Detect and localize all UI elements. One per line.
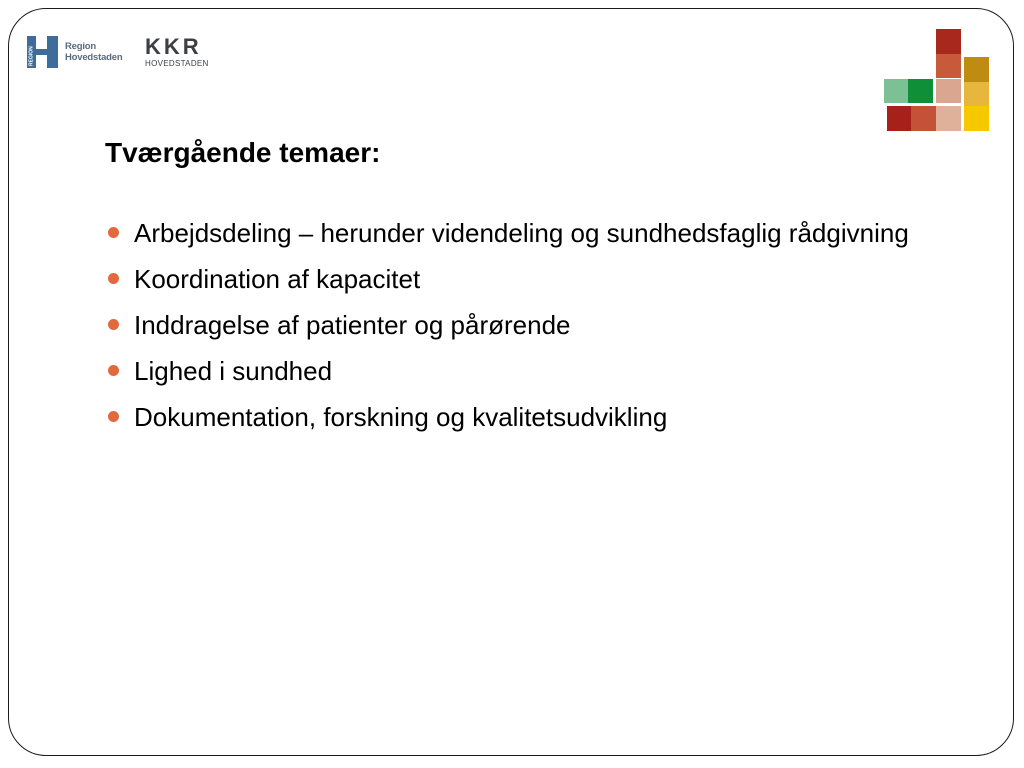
bullet-text: Koordination af kapacitet [134, 264, 421, 294]
region-mark-vertical-text: REGION [28, 46, 35, 66]
bullet-item [108, 306, 928, 344]
region-logo-text [65, 41, 122, 63]
bullet-list [108, 214, 928, 444]
bullet-dot-icon [108, 319, 119, 330]
bullet-text: Lighed i sundhed [134, 356, 333, 386]
bullet-dot-icon [108, 227, 119, 238]
kkr-hovedstaden-logo [145, 36, 209, 69]
region-h-logo-icon [27, 36, 58, 68]
bullet-item [108, 352, 928, 390]
region-logo-line2: Hovedstaden [65, 52, 123, 63]
bullet-item [108, 398, 928, 436]
bullet-dot-icon [108, 411, 119, 422]
bullet-text: Dokumentation, forskning og kvalitetsudvikling [134, 402, 668, 432]
bullet-dot-icon [108, 273, 119, 284]
bullet-dot-icon [108, 365, 119, 376]
bullet-item [108, 260, 928, 298]
bullet-text: Inddragelse af patienter og pårørende [134, 310, 571, 340]
region-hovedstaden-logo [27, 36, 122, 68]
region-logo-line1: Region [65, 41, 96, 52]
kkr-logo-letters: KKR [145, 34, 202, 59]
kkr-logo-subtitle: HOVEDSTADEN [145, 59, 209, 68]
bullet-item [108, 214, 928, 252]
slide-title: Tværgående temaer: [105, 137, 381, 168]
bullet-text: Arbejdsdeling – herunder videndeling og sundhedsfaglig rådgivning [134, 218, 909, 248]
